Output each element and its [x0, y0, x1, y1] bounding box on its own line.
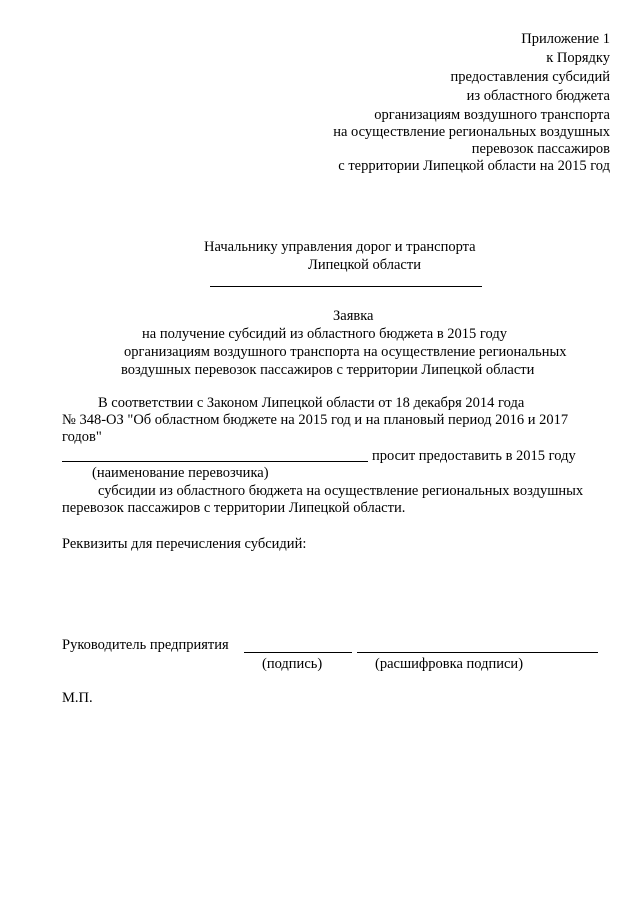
appendix-line: из областного бюджета: [466, 88, 610, 104]
signature-decode-blank: [357, 652, 598, 653]
request-text: просит предоставить в 2015 году: [372, 448, 576, 464]
appendix-line: Приложение 1: [521, 31, 610, 47]
carrier-caption: (наименование перевозчика): [92, 465, 269, 481]
body-p1-line-2: № 348-ОЗ "Об областном бюджете на 2015 год и на плановый период 2016 и 2017: [62, 412, 569, 428]
body-p2-line-1: субсидии из областного бюджета на осуществление региональных воздушных: [98, 483, 584, 499]
appendix-line: к Порядку: [546, 50, 610, 66]
title-line-2: организациям воздушного транспорта на осуществление региональных: [124, 344, 567, 360]
addressee-line-2: Липецкой области: [308, 257, 421, 273]
title-line-1: на получение субсидий из областного бюджета в 2015 году: [142, 326, 507, 342]
carrier-name-blank: [62, 461, 368, 462]
appendix-line: организациям воздушного транспорта: [374, 107, 610, 123]
signature-label: Руководитель предприятия: [62, 637, 229, 653]
addressee-blank-line: [210, 286, 482, 287]
body-p1-line-3: годов": [62, 429, 102, 445]
document-title: Заявка: [333, 308, 374, 324]
signature-caption: (подпись): [262, 656, 323, 672]
stamp-place: М.П.: [62, 690, 93, 706]
signature-decode-caption: (расшифровка подписи): [375, 656, 524, 672]
appendix-line: на осуществление региональных воздушных: [333, 124, 610, 140]
appendix-line: с территории Липецкой области на 2015 год: [338, 158, 610, 174]
body-p1-line-1: В соответствии с Законом Липецкой области от 18 декабря 2014 года: [98, 395, 525, 411]
signature-blank: [244, 652, 352, 653]
appendix-line: предоставления субсидий: [450, 69, 610, 85]
appendix-line: перевозок пассажиров: [471, 141, 610, 157]
requisites-label: Реквизиты для перечисления субсидий:: [62, 536, 307, 552]
addressee-line-1: Начальнику управления дорог и транспорта: [204, 239, 476, 255]
body-p2-line-2: перевозок пассажиров с территории Липецкой области.: [62, 500, 406, 516]
title-line-3: воздушных перевозок пассажиров с территории Липецкой области: [121, 362, 535, 378]
